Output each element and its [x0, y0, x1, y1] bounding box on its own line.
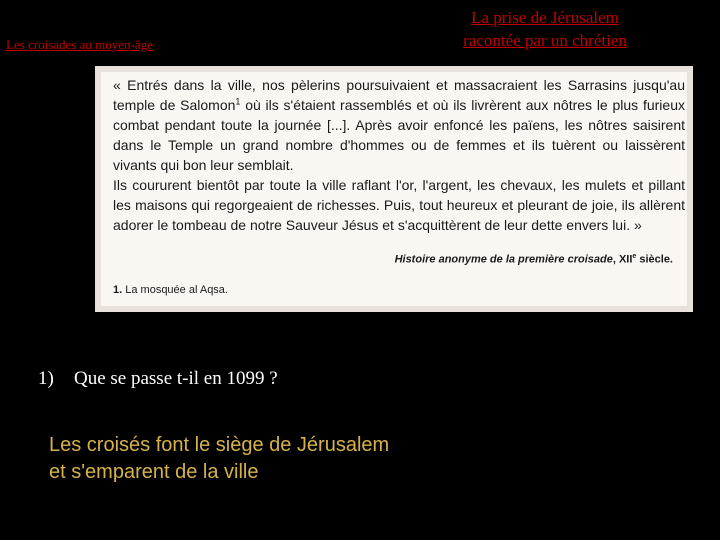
slide-title-line2: racontée par un chrétien	[463, 31, 627, 50]
question-text: Que se passe t-il en 1099 ?	[74, 368, 278, 389]
answer-line1: Les croisés font le siège de Jérusalem	[49, 434, 390, 456]
slide-title	[440, 6, 650, 52]
quote-paragraph-2: Ils coururent bientôt par toute la ville raflant l'or, l'argent, les chevaux, les mulets et pillant les maisons qui regorgeaient de richesses. Puis, tout heureux et pleurant de joie, ils allèrent adorer le tombeau de notre Sauveur Jésus et s'acquittèrent de leur dette envers lui. »	[113, 177, 685, 233]
question-number: 1)	[38, 368, 54, 389]
document-quote	[113, 75, 685, 235]
quote-paragraph-1: « Entrés dans la ville, nos pèlerins poursuivaient et massacraient les Sarrasins jusqu'au temple de Salomon$^1$ où ils s'étaient rassemblés et où ils livrèrent aux nôtres le plus furieux combat pendant toute la journée [...]. Après avoir enfoncé les païens, les nôtres saisirent dans le Temple un grand nombre d'hommes ou de femmes et ils tuèrent ou laissèrent vivants qui bon leur semblait.	[113, 77, 685, 173]
footnote-ref: 1	[235, 96, 241, 107]
document-page	[101, 72, 687, 306]
question-1	[38, 368, 278, 390]
slide-subtitle: Les croisades au moyen-âge	[6, 37, 153, 52]
document-footnote: 1. La mosquée al Aqsa.	[113, 284, 228, 296]
historical-document	[95, 66, 693, 312]
answer-line2: et s'emparent de la ville	[49, 461, 259, 483]
slide-title-line1: La prise de Jérusalem	[471, 8, 619, 27]
document-source: Histoire anonyme de la première croisade, XIIe siècle.	[394, 253, 673, 266]
answer-1	[49, 432, 389, 486]
